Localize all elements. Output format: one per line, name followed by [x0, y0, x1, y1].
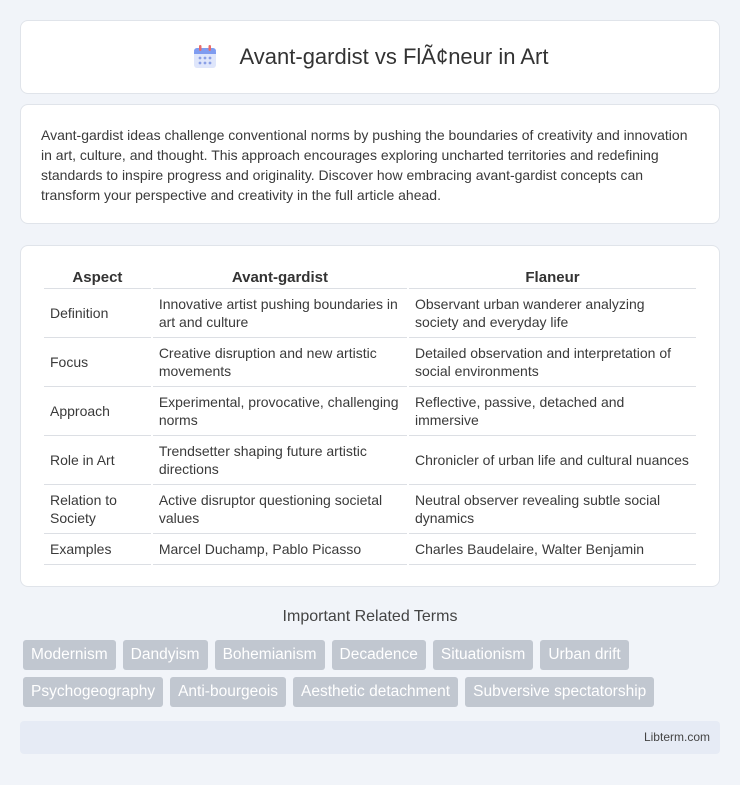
row-aspect: Relation to Society — [44, 485, 151, 534]
table-row — [44, 338, 696, 387]
row-aspect: Examples — [44, 534, 151, 565]
row-avant-gardist: Marcel Duchamp, Pablo Picasso — [153, 534, 407, 565]
footer — [20, 721, 720, 754]
tag-subversive-spectatorship[interactable]: Subversive spectatorship — [465, 677, 654, 707]
table-row — [44, 534, 696, 565]
row-flaneur: Charles Baudelaire, Walter Benjamin — [409, 534, 696, 565]
row-avant-gardist: Innovative artist pushing boundaries in art and culture — [153, 289, 407, 338]
table-header-row — [44, 266, 696, 289]
column-header-aspect: Aspect — [44, 266, 151, 289]
row-flaneur: Reflective, passive, detached and immersive — [409, 387, 696, 436]
table-row — [44, 485, 696, 534]
tag-situationism[interactable]: Situationism — [433, 640, 533, 670]
row-avant-gardist: Active disruptor questioning societal values — [153, 485, 407, 534]
table-row — [44, 289, 696, 338]
row-flaneur: Neutral observer revealing subtle social dynamics — [409, 485, 696, 534]
related-terms-list — [23, 640, 703, 707]
tag-psychogeography[interactable]: Psychogeography — [23, 677, 163, 707]
column-header-flaneur: Flaneur — [409, 266, 696, 289]
row-aspect: Role in Art — [44, 436, 151, 485]
row-flaneur: Chronicler of urban life and cultural nuances — [409, 436, 696, 485]
comparison-table — [42, 266, 698, 565]
table-row — [44, 387, 696, 436]
footer-site-link[interactable]: Libterm.com — [643, 730, 710, 744]
comparison-table-card — [20, 245, 720, 587]
table-row — [44, 436, 696, 485]
row-aspect: Approach — [44, 387, 151, 436]
tag-dandyism[interactable]: Dandyism — [123, 640, 208, 670]
tag-bohemianism[interactable]: Bohemianism — [215, 640, 325, 670]
tag-modernism[interactable]: Modernism — [23, 640, 116, 670]
tag-aesthetic-detachment[interactable]: Aesthetic detachment — [293, 677, 458, 707]
row-flaneur: Detailed observation and interpretation of social environments — [409, 338, 696, 387]
intro-paragraph: Avant-gardist ideas challenge conventional norms by pushing the boundaries of creativity and innovation in art, culture, and thought. This approach encourages exploring uncharted territories and redefining standards to inspire progress and originality. Discover how embracing avant-gardist concepts can transform your perspective and creativity in the full article ahead. — [41, 127, 688, 203]
row-avant-gardist: Experimental, provocative, challenging norms — [153, 387, 407, 436]
calendar-icon — [192, 44, 218, 70]
header-card — [20, 20, 720, 94]
tag-urban-drift[interactable]: Urban drift — [540, 640, 628, 670]
tag-anti-bourgeois[interactable]: Anti-bourgeois — [170, 677, 286, 707]
row-avant-gardist: Creative disruption and new artistic movements — [153, 338, 407, 387]
tag-decadence[interactable]: Decadence — [332, 640, 426, 670]
intro-card — [20, 104, 720, 224]
row-avant-gardist: Trendsetter shaping future artistic directions — [153, 436, 407, 485]
row-aspect: Definition — [44, 289, 151, 338]
related-terms-title: Important Related Terms — [282, 608, 458, 625]
column-header-avant-gardist: Avant-gardist — [153, 266, 407, 289]
row-flaneur: Observant urban wanderer analyzing society and everyday life — [409, 289, 696, 338]
row-aspect: Focus — [44, 338, 151, 387]
page-title: Avant-gardist vs FlÃ¢neur in Art — [239, 44, 549, 69]
